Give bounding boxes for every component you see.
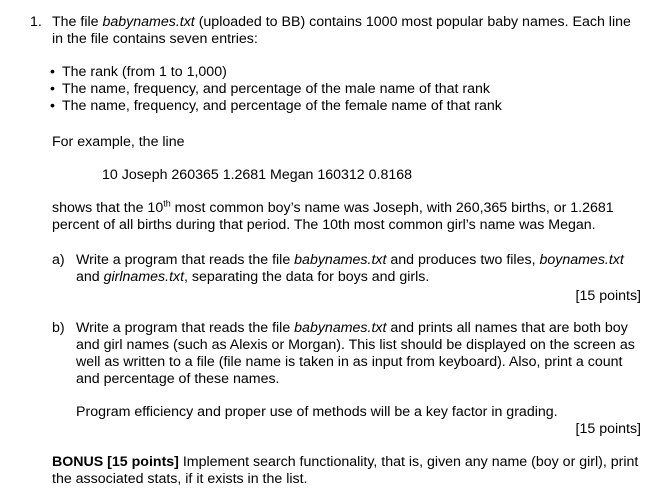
- part-b-points: [15 points]: [575, 421, 641, 437]
- bullet-glyph: •: [50, 98, 55, 114]
- part-a-file-boys: boynames.txt: [539, 252, 624, 268]
- part-a-text-1: Write a program that reads the file: [76, 252, 295, 268]
- bonus-section: [52, 454, 642, 488]
- example-label: For example, the line: [52, 134, 185, 150]
- bullet-glyph: •: [50, 64, 55, 80]
- explanation-start: shows that the 10: [52, 200, 164, 216]
- intro-text-end: (uploaded to BB) contains 1000 most popular baby names. Each line in the file contains seven entries:: [52, 14, 631, 47]
- part-b-grading-note: Program efficiency and proper use of methods will be a key factor in grading.: [76, 404, 558, 420]
- intro-text-start: The file: [52, 14, 103, 30]
- part-a-text-3: and: [76, 269, 104, 285]
- entry-bullet-list: [50, 64, 502, 115]
- part-a-text-2: and produces two files,: [386, 252, 540, 268]
- part-a-text: [76, 252, 646, 286]
- bullet-text: The rank (from 1 to 1,000): [62, 64, 227, 80]
- bullet-item: [50, 64, 502, 81]
- intro-filename: babynames.txt: [102, 14, 195, 30]
- part-b-text-1: Write a program that reads the file: [76, 320, 295, 336]
- example-line: 10 Joseph 260365 1.2681 Megan 160312 0.8168: [102, 167, 413, 183]
- bonus-text: Implement search functionality, that is, given any name (boy or girl), print the associated stats, if it exists in the list.: [52, 454, 639, 487]
- ordinal-suffix: th: [163, 198, 171, 209]
- part-a-file-girls: girlnames.txt: [103, 269, 185, 285]
- part-a-points: [15 points]: [575, 288, 641, 304]
- question-intro: [52, 14, 642, 48]
- part-b-text: [76, 320, 646, 388]
- bonus-label: BONUS [15 points]: [52, 454, 179, 470]
- bullet-text: The name, frequency, and percentage of the male name of that rank: [62, 81, 490, 97]
- explanation-end: most common boy’s name was Joseph, with 260,365 births, or 1.2681 percent of all births during that period. The 10th most common girl’s name was Megan.: [52, 200, 614, 233]
- question-number: 1.: [30, 14, 42, 30]
- part-a-label: a): [52, 252, 65, 268]
- part-a-text-4: , separating the data for boys and girls.: [184, 269, 430, 285]
- part-b-label: b): [52, 320, 65, 336]
- part-b-file-input: babynames.txt: [294, 320, 387, 336]
- example-explanation: [52, 200, 642, 234]
- part-b-text-2: and prints all names that are both boy and girl names (such as Alexis or Morgan). This list should be displayed on the screen as well as written to a file (file name is taken in as input from keyboard). Also, print a count and percentage of these names.: [76, 320, 635, 387]
- bullet-glyph: •: [50, 81, 55, 97]
- part-a-file-input: babynames.txt: [294, 252, 387, 268]
- bullet-item: [50, 81, 502, 98]
- bullet-text: The name, frequency, and percentage of the female name of that rank: [62, 98, 502, 114]
- bullet-item: [50, 98, 502, 115]
